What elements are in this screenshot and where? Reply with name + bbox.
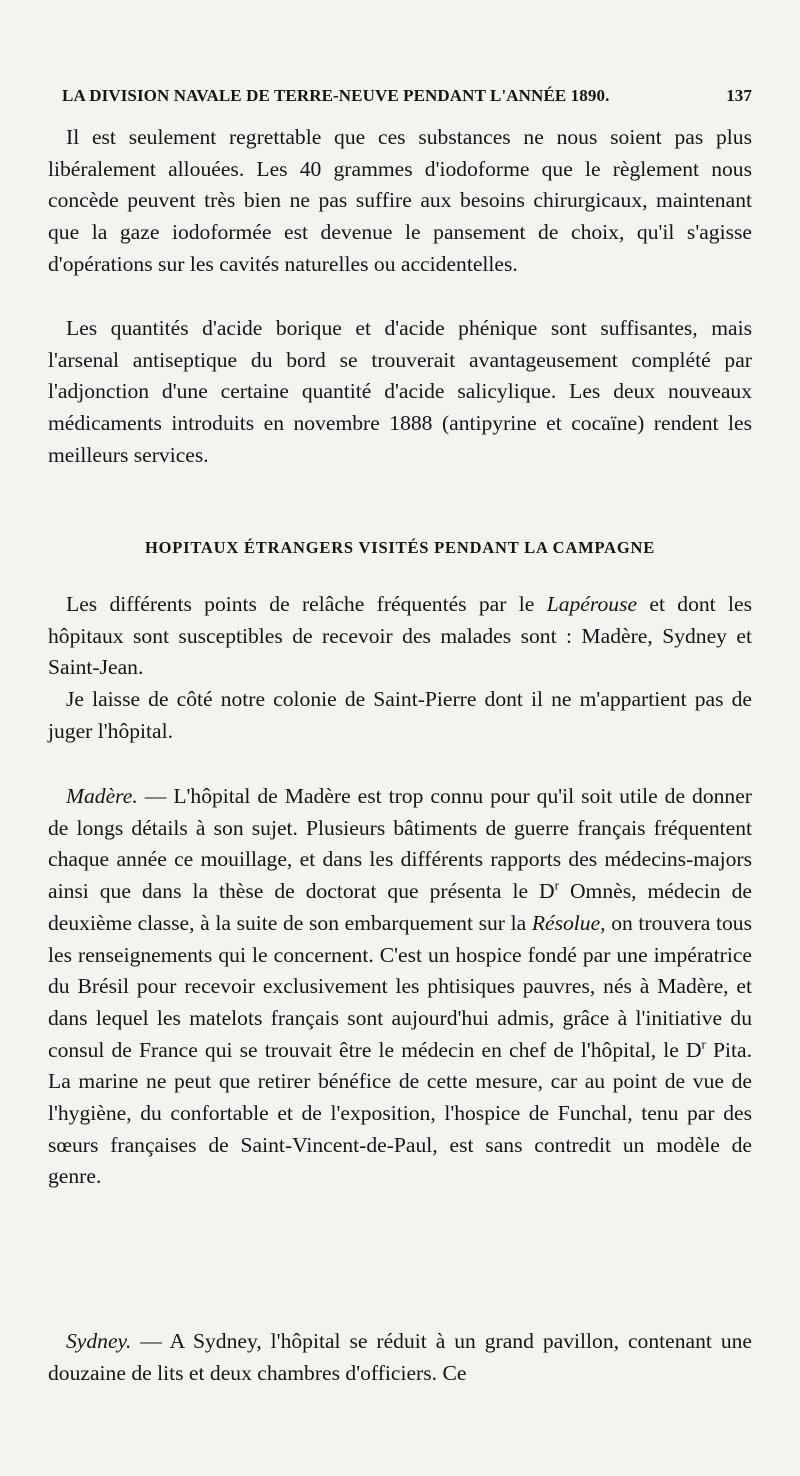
running-title: LA DIVISION NAVALE DE TERRE-NEUVE PENDANT L'ANNÉE 1890. (62, 86, 610, 105)
ship-name-laperouse: Lapérouse (546, 592, 638, 616)
ship-name-resolue: Résolue, (531, 910, 606, 935)
section-lead-sydney: Sydney. (66, 1329, 132, 1353)
paragraph-madere: Madère. — L'hôpital de Madère est trop connu pour qu'il soit utile de donner de longs détails à son sujet. Plusieurs bâtiments de guerre français fréquentent chaque année ce mouillage, et dans les différents rapports des médecins-majors ainsi que dans la thèse de doctorat que présenta le $D^r$ Omnès, médecin de deuxième classe, à la suite de son embarquement sur la Résolue, on trouvera tous les renseignements qui le concernent. C'est un hospice fondé par une impératrice du Brésil pour recevoir exclusivement les phtisiques pauvres, nés à Madère, et dans lequel les matelots français sont aujourd'hui admis, grâce à l'initiative du consul de France qui se trouvait être le médecin en chef de l'hôpital, le $D^r$ Pita. La marine ne peut que retirer bénéfice de cette mesure, car au point de vue de l'hygiène, du confortable et de l'exposition, l'hospice de Funchal, tenu par des sœurs françaises de Saint-Vincent-de-Paul, est sans contredit un modèle de genre. (48, 784, 752, 1189)
paragraph-antiseptics: Les quantités d'acide borique et d'acide phénique sont suffisantes, mais l'arsenal antiseptique du bord se trouverait avantageusement complété par l'adjonction d'une certaine quantité d'acide salicylique. Les deux nouveaux médicaments introduits en novembre 1888 (antipyrine et cocaïne) rendent les meilleurs services. (48, 316, 752, 467)
page-number: 137 (726, 86, 752, 105)
section-lead-madere: Madère. (66, 784, 138, 808)
paragraph-sydney: Sydney. — A Sydney, l'hôpital se réduit à un grand pavillon, contenant une douzaine de lits et deux chambres d'officiers. Ce (48, 1329, 752, 1385)
paragraph-saint-pierre: Je laisse de côté notre colonie de Saint-Pierre dont il ne m'appartient pas de juger l'hôpital. (48, 687, 752, 743)
paragraph-ports: Les différents points de relâche fréquentés par le Lapérouse et dont les hôpitaux sont susceptibles de recevoir des malades sont : Madère, Sydney et Saint-Jean. (48, 592, 752, 680)
running-header (62, 86, 752, 106)
section-heading: HOPITAUX ÉTRANGERS VISITÉS PENDANT LA CAMPAGNE (144, 538, 656, 557)
paragraph-iodoform: Il est seulement regrettable que ces substances ne nous soient pas plus libéralement allouées. Les 40 grammes d'iodoforme que le règlement nous concède peuvent très bien ne pas suffire aux besoins chirurgicaux, maintenant que la gaze iodoformée est devenue le pansement de choix, qu'il s'agisse d'opérations sur les cavités naturelles ou accidentelles. (48, 125, 752, 276)
